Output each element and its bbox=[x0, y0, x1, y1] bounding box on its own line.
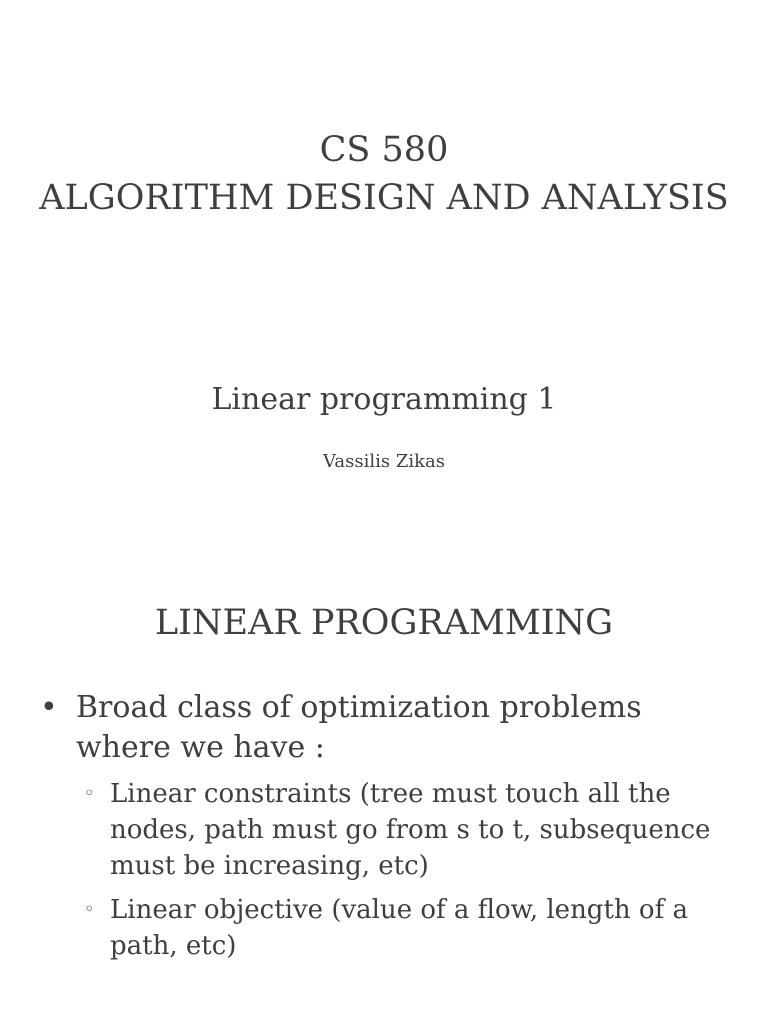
course-title: ALGORITHM DESIGN AND ANALYSIS bbox=[39, 178, 729, 218]
sub-bullet-text: Linear objective (value of a flow, length of a path, etc) bbox=[110, 895, 688, 961]
lecture-title: Linear programming 1 bbox=[211, 382, 557, 417]
sub-bullet-icon: ◦ bbox=[84, 899, 95, 920]
author-name: Vassilis Zikas bbox=[323, 451, 445, 472]
sub-bullet-icon: ◦ bbox=[84, 783, 95, 804]
bullet-icon: • bbox=[40, 690, 58, 725]
course-code: CS 580 bbox=[319, 130, 449, 170]
sub-bullet-item bbox=[76, 892, 730, 964]
bullet-list bbox=[40, 688, 730, 972]
content-slide bbox=[0, 560, 768, 1024]
title-block bbox=[0, 126, 768, 222]
bullet-text: Broad class of optimization problems where we have : bbox=[76, 690, 642, 765]
bullet-item bbox=[40, 688, 730, 964]
sub-bullet-text: Linear constraints (tree must touch all the nodes, path must go from s to t, subsequence must be increasing, etc) bbox=[110, 779, 711, 881]
slide-heading: LINEAR PROGRAMMING bbox=[154, 603, 614, 643]
sub-bullet-item bbox=[76, 776, 730, 884]
sub-bullet-list bbox=[76, 776, 730, 964]
